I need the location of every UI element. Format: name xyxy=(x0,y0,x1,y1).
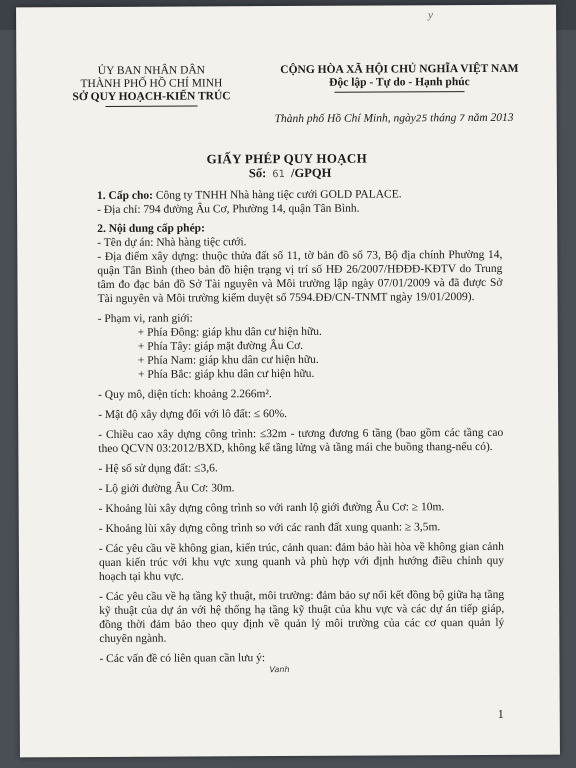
number-label: Số: xyxy=(248,166,267,181)
section-1-heading: 1. Cấp cho: xyxy=(96,189,153,202)
boundary-north: + Phía Bắc: giáp khu dân cư hiện hữu. xyxy=(137,367,315,381)
boundary-east: + Phía Đông: giáp khu dân cư hiện hữu. xyxy=(137,325,322,339)
date-prefix: Thành phố Hồ Chí Minh, ngày xyxy=(274,112,416,126)
date-day: 25 xyxy=(415,114,428,125)
land-use-ratio: - Hệ số sử dụng đất: ≤3,6. xyxy=(98,462,218,475)
agency-line-2: THÀNH PHỐ HỒ CHÍ MINH xyxy=(80,77,223,91)
nation-motto: Độc lập - Tự do - Hạnh phúc xyxy=(329,76,470,89)
project-name: - Tên dự án: Nhà hàng tiệc cưới. xyxy=(97,236,247,249)
related-notes: - Các vấn đề có liên quan cần lưu ý: xyxy=(99,652,266,665)
handwritten-mark: y xyxy=(428,9,434,22)
setback-side: - Khoảng lùi xây dựng công trình so với các ranh đất xung quanh: ≥ 3,5m. xyxy=(98,521,441,535)
issuing-agency xyxy=(66,64,236,107)
agency-line-1: ỦY BAN NHÂN DÂN xyxy=(97,64,206,77)
section-2-heading: 2. Nội dung cấp phép: xyxy=(97,222,205,235)
construction-location: - Địa điểm xây dựng: thuộc thửa đất số 11, tờ bản đồ số 73, Bộ địa chính Phường 14, quận Tân Bình (theo bản đồ hiện trạng vị trí số HĐ 26/2007/HĐĐĐ-KĐTV do Trung tâm đo đạc bản đồ Sở Tài nguyên và Môi trường lập ngày 07/01/2009 và đã được Sở Tài nguyên và Môi trường kiểm duyệt số 7594.ĐĐ/CN-TNMT ngày 19/01/2009). xyxy=(97,248,503,305)
nation-underline xyxy=(334,91,464,93)
building-density: - Mật độ xây dựng đối với lô đất: ≤ 60%. xyxy=(98,408,288,421)
number-value: 61 xyxy=(272,169,286,181)
boundary-south: + Phía Nam: giáp khu dân cư hiện hữu. xyxy=(137,353,319,367)
area: - Quy mô, diện tích: khoảng 2.266m². xyxy=(98,388,272,401)
document-title: GIẤY PHÉP QUY HOẠCH xyxy=(206,150,368,167)
recipient-address: - Địa chỉ: 794 đường Âu Cơ, Phường 14, quận Tân Bình. xyxy=(97,202,360,216)
document-page xyxy=(16,5,560,758)
number-suffix: /GPQH xyxy=(290,165,332,180)
boundary-west: + Phía Tây: giáp mặt đường Âu Cơ. xyxy=(137,339,304,353)
handwritten-initials: Vanh xyxy=(269,664,290,675)
national-heading xyxy=(254,63,544,94)
scope-heading: - Phạm vi, ranh giới: xyxy=(97,312,193,325)
date-year: năm 2013 xyxy=(467,111,514,125)
page-number: 1 xyxy=(497,706,504,721)
agency-underline xyxy=(106,105,198,106)
agency-line-3: SỞ QUY HOẠCH-KIẾN TRÚC xyxy=(72,90,231,104)
date-month: 7 xyxy=(459,114,466,125)
document-body xyxy=(97,187,505,678)
setback-road: - Khoảng lùi xây dựng công trình so với ranh lộ giới đường Âu Cơ: ≥ 10m. xyxy=(98,501,445,515)
date-line xyxy=(275,112,514,125)
road-width: - Lộ giới đường Âu Cơ: 30m. xyxy=(98,482,235,495)
nation-line-1: CỘNG HÒA XÃ HỘI CHỦ NGHĨA VIỆT NAM xyxy=(280,62,519,77)
document-number xyxy=(249,166,331,181)
infrastructure-requirements: - Các yêu cầu về hạ tầng kỹ thuật, môi trường: đảm bảo sự nối kết đồng bộ giữa hạ tầng kỹ thuật của dự án với hệ thống hạ tầng kỹ thuật của khu vực và các dự án tiếp giáp, đồng thời đảm bảo theo quy định về quản lý môi trường của các cơ quan quản lý chuyên ngành. xyxy=(99,588,505,645)
space-requirements: - Các yêu cầu về không gian, kiến trúc, cảnh quan: đảm bảo hài hòa về không gian cảnh quan kiến trúc với khu vực xung quanh và phù hợp với định hướng điều chỉnh quy hoạch tại khu vực. xyxy=(98,540,504,583)
date-month-label: tháng xyxy=(430,112,457,125)
building-height: - Chiều cao xây dựng công trình: ≤32m - tương đương 6 tầng (bao gồm các tầng cao theo QCVN 03:2012/BXD, không kể tầng lửng và tầng mái che buồng thang-nếu có). xyxy=(98,426,504,455)
recipient: Công ty TNHH Nhà hàng tiệc cưới GOLD PALACE. xyxy=(155,188,402,202)
